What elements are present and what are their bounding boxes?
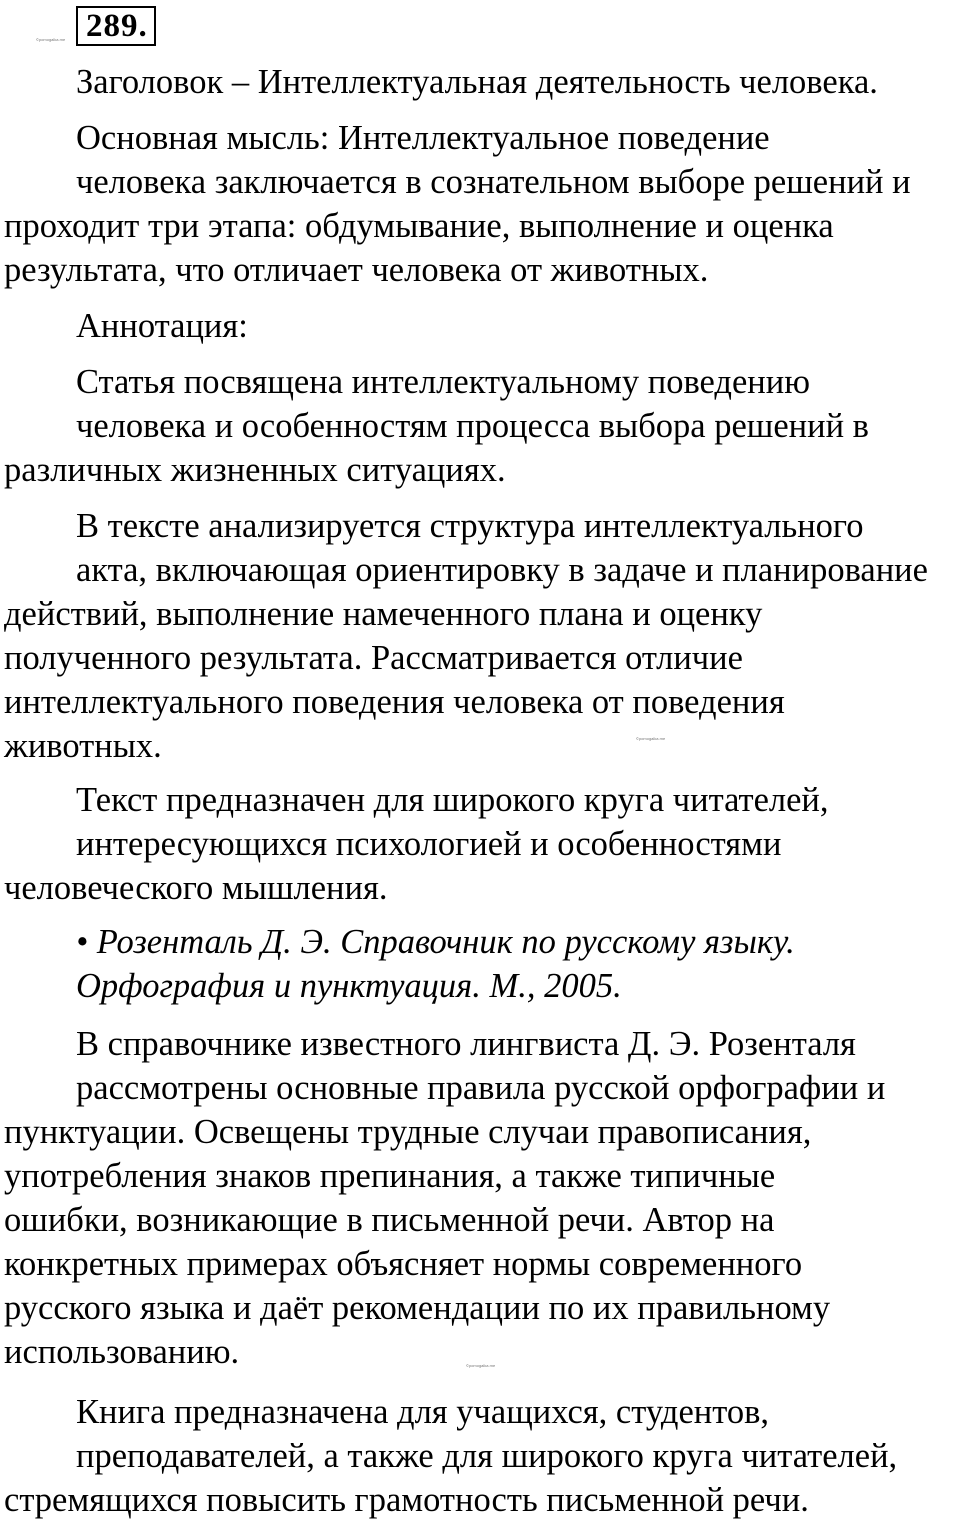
text-line: использованию. (4, 1333, 240, 1371)
paragraph-book-annotation-2 (4, 1390, 958, 1522)
text-line: Книга предназначена для учащихся, студентов, (76, 1393, 770, 1431)
text-line: интеллектуального поведения человека от поведения (4, 683, 785, 721)
text-line: человека и особенностям процесса выбора решений в (76, 407, 869, 445)
text-line: • Розенталь Д. Э. Справочник по русскому языку. (76, 923, 795, 961)
paragraph-annotation-3 (4, 778, 958, 910)
text-line: Текст предназначен для широкого круга читателей, (76, 781, 829, 819)
text-line: Аннотация: (76, 307, 248, 345)
text-line: пунктуации. Освещены трудные случаи правописания, (4, 1113, 812, 1151)
text-line: Орфография и пунктуация. М., 2005. (76, 967, 622, 1005)
exercise-number-box (76, 6, 156, 46)
text-line: стремящихся повысить грамотность письменной речи. (4, 1481, 809, 1519)
text-line: В тексте анализируется структура интеллектуального (76, 507, 864, 545)
exercise-number: 289. (86, 8, 148, 44)
text-line: рассмотрены основные правила русской орфографии и (76, 1069, 886, 1107)
text-line: различных жизненных ситуациях. (4, 451, 506, 489)
text-line: преподавателей, а также для широкого круга читателей, (76, 1437, 898, 1475)
text-line: Основная мысль: Интеллектуальное поведение (76, 119, 770, 157)
text-line: ошибки, возникающие в письменной речи. Автор на (4, 1201, 775, 1239)
text-line: конкретных примерах объясняет нормы современного (4, 1245, 803, 1283)
text-line: животных. (4, 727, 162, 765)
paragraph-book-reference (4, 920, 958, 1008)
text-line: результата, что отличает человека от животных. (4, 251, 709, 289)
text-line: человеческого мышления. (4, 869, 388, 907)
watermark: ©pomogalka.me (466, 1363, 496, 1368)
text-line: человека заключается в сознательном выборе решений и (76, 163, 911, 201)
text-line: Статья посвящена интеллектуальному поведению (76, 363, 810, 401)
text-line: русского языка и даёт рекомендации по их правильному (4, 1289, 831, 1327)
text-line: проходит три этапа: обдумывание, выполнение и оценка (4, 207, 834, 245)
text-line: полученного результата. Рассматривается отличие (4, 639, 743, 677)
paragraph-book-annotation-1 (4, 1022, 958, 1374)
text-line: интересующихся психологией и особенностями (76, 825, 782, 863)
text-line: Заголовок – Интеллектуальная деятельность человека. (76, 63, 878, 101)
paragraph-annotation-heading (4, 304, 958, 348)
watermark: ©pomogalka.me (36, 37, 66, 42)
paragraph-annotation-1 (4, 360, 958, 492)
text-line: В справочнике известного лингвиста Д. Э. Розенталя (76, 1025, 856, 1063)
paragraph-annotation-2 (4, 504, 958, 768)
paragraph-title (4, 60, 958, 104)
text-line: акта, включающая ориентировку в задаче и планирование (76, 551, 928, 589)
paragraph-main-idea (4, 116, 958, 292)
text-line: употребления знаков препинания, а также типичные (4, 1157, 776, 1195)
watermark: ©pomogalka.me (636, 736, 666, 741)
text-line: действий, выполнение намеченного плана и оценку (4, 595, 763, 633)
